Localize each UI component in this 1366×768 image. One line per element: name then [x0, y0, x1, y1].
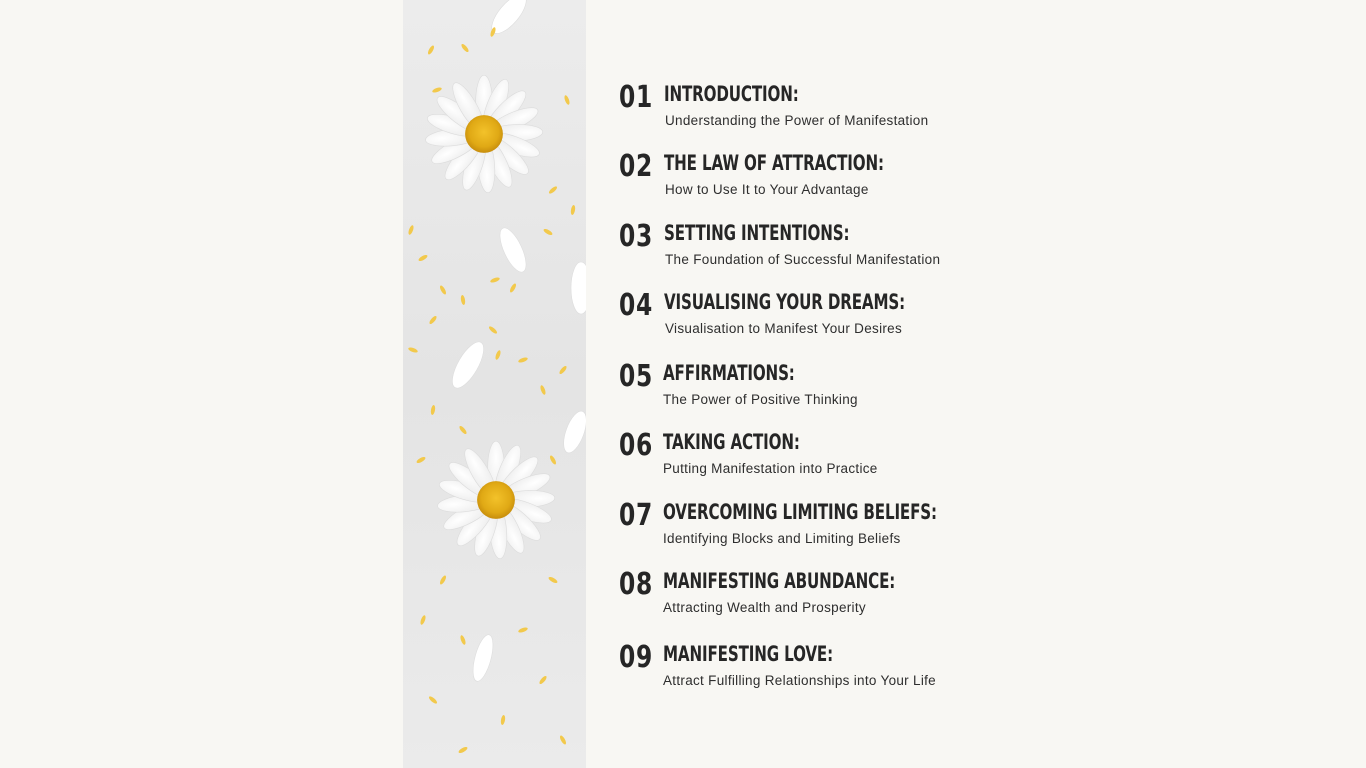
entry-number: 06	[619, 428, 654, 463]
entry-number: 08	[619, 567, 654, 602]
entry-subtitle: The Power of Positive Thinking	[663, 392, 858, 407]
entry-subtitle: Attracting Wealth and Prosperity	[663, 600, 866, 615]
entry-subtitle: The Foundation of Successful Manifestation	[665, 252, 941, 267]
entry-title: VISUALISING YOUR DREAMS:	[664, 290, 906, 314]
entry-title: MANIFESTING ABUNDANCE:	[663, 569, 896, 593]
toc-entry	[619, 500, 1019, 560]
toc-entry	[619, 642, 1019, 702]
entry-subtitle: How to Use It to Your Advantage	[665, 182, 869, 197]
entry-number: 03	[619, 219, 654, 254]
entry-title: MANIFESTING LOVE:	[663, 642, 834, 666]
entry-subtitle: Understanding the Power of Manifestation	[665, 113, 929, 128]
toc-entry	[619, 221, 1019, 281]
entry-number: 09	[619, 640, 654, 675]
toc-entry	[619, 430, 1019, 490]
entry-number: 07	[619, 498, 654, 533]
entry-subtitle: Attract Fulfilling Relationships into Your Life	[663, 673, 936, 688]
entry-number: 01	[619, 80, 654, 115]
toc-entry	[619, 361, 1019, 421]
toc-entry	[619, 290, 1019, 350]
toc-entry	[619, 151, 1019, 211]
entry-title: INTRODUCTION:	[664, 82, 799, 106]
entry-title: THE LAW OF ATTRACTION:	[664, 151, 884, 175]
entry-title: OVERCOMING LIMITING BELIEFS:	[663, 500, 937, 524]
entry-title: SETTING INTENTIONS:	[664, 221, 850, 245]
entry-number: 05	[619, 359, 654, 394]
entry-title: TAKING ACTION:	[663, 430, 800, 454]
toc-entry	[619, 82, 1019, 142]
entry-subtitle: Putting Manifestation into Practice	[663, 461, 878, 476]
toc-entry	[619, 569, 1019, 629]
entry-title: AFFIRMATIONS:	[663, 361, 795, 385]
entry-number: 02	[619, 149, 654, 184]
entry-subtitle: Visualisation to Manifest Your Desires	[665, 321, 903, 336]
entry-number: 04	[619, 288, 654, 323]
entry-subtitle: Identifying Blocks and Limiting Beliefs	[663, 531, 901, 546]
